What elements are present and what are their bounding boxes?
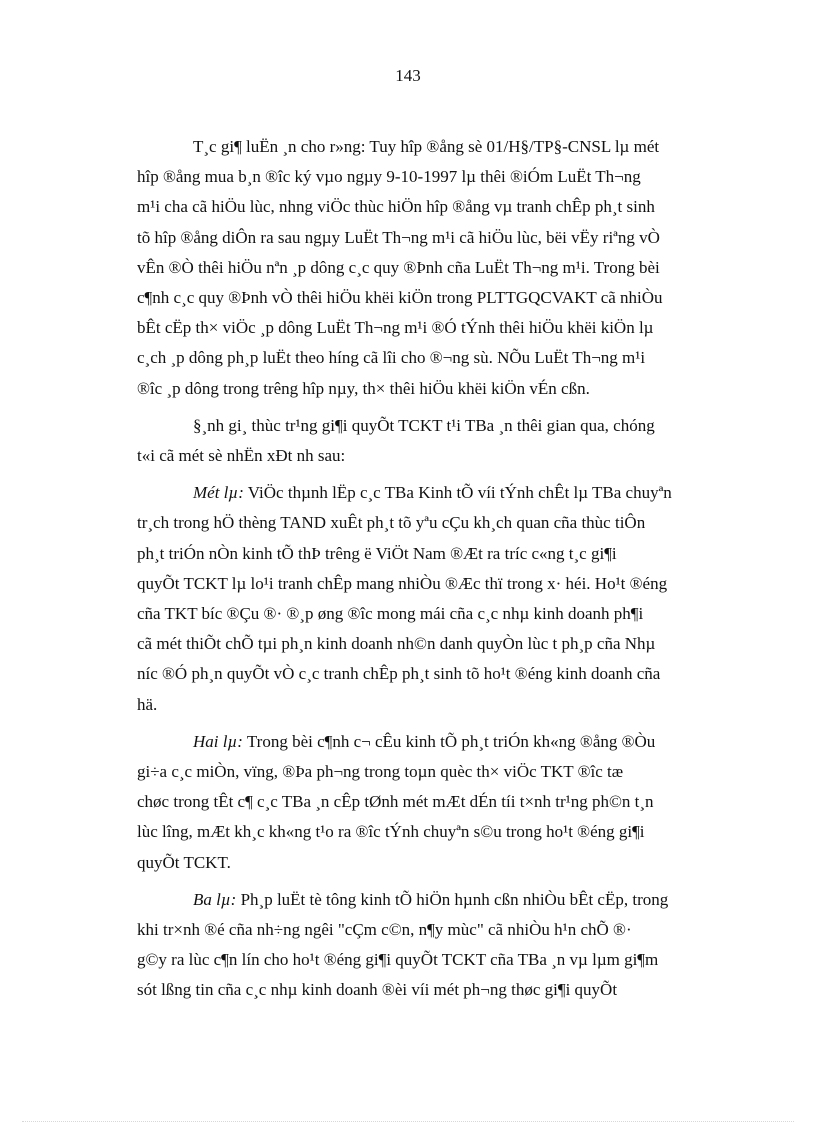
- page-body: [137, 132, 739, 1013]
- paragraph-point-three: [137, 885, 739, 1006]
- page-bottom-divider: [22, 1121, 794, 1122]
- paragraph-lead: Mét lµ:: [193, 483, 244, 503]
- paragraph-point-one: [137, 478, 739, 720]
- paragraph-lead: Ba lµ:: [193, 889, 237, 909]
- paragraph-assessment-intro: [137, 411, 739, 471]
- paragraph-text: §¸nh gi¸ thùc tr¹ng gi¶i quyÕt TCKT t¹i TBa ¸n thêi gian qua, chóng t«i cã mét sè nhËn xÐt nh sau:: [137, 415, 655, 466]
- paragraph-text: Ph¸p luËt tè tông kinh tÕ hiÖn hµnh cßn nhiÒu bÊt cËp, trong khi tr×nh ®é cña nh÷ng ngêi "cÇm c©n, n¶y mùc" cã nhiÒu h¹n chÕ ®· g©y ra lùc c¶n lín cho ho¹t ®éng gi¶i quyÕt TCKT cña TBa ¸n vµ lµm gi¶m sót lßng tin cña c¸c nhµ kinh doanh ®èi víi mét ph¬ng thøc gi¶i quyÕt: [137, 889, 669, 1000]
- paragraph-text: Trong bèi c¶nh c¬ cÊu kinh tÕ ph¸t triÓn kh«ng ®ång ®Òu gi÷a c¸c miÒn, vïng, ®Þa ph¬ng trong toµn quèc th× viÖc TKT ®îc tæ chøc trong tÊt c¶ c¸c TBa ¸n cÊp tØnh mét mÆt dÉn tíi t×nh tr¹ng ph©n t¸n lùc lîng, mÆt kh¸c kh«ng t¹o ra ®îc tÝnh chuyªn s©u trong ho¹t ®éng gi¶i quyÕt TCKT.: [137, 731, 656, 872]
- paragraph-text: ViÖc thµnh lËp c¸c TBa Kinh tÕ víi tÝnh chÊt lµ TBa chuyªn tr¸ch trong hÖ thèng TAND xuÊt ph¸t tõ yªu cÇu kh¸ch quan cña thùc tiÔn ph¸t triÓn nÒn kinh tÕ thÞ trêng ë ViÖt Nam ®Æt ra tríc c«ng t¸c gi¶i quyÕt TCKT lµ lo¹i tranh chÊp mang nhiÒu ®Æc thï trong x· héi. Ho¹t ®éng cña TKT bíc ®Çu ®· ®¸p øng ®îc mong mái cña c¸c nhµ kinh doanh ph¶i cã mét thiÕt chÕ tµi ph¸n kinh doanh nh©n danh quyÒn lùc t ph¸p cña Nhµ níc ®Ó ph¸n quyÕt vÒ c¸c tranh chÊp ph¸t sinh tõ ho¹t ®éng kinh doanh cña hä.: [137, 483, 672, 714]
- paragraph-text: T¸c gi¶ luËn ¸n cho r»ng: Tuy hîp ®ång sè 01/H§/TP§-CNSL lµ mét hîp ®ång mua b¸n ®îc ký vµo ngµy 9-10-1997 lµ thêi ®iÓm LuËt Th¬ng m¹i cha cã hiÖu lùc, nhng viÖc thùc hiÖn hîp ®ång vµ tranh chÊp ph¸t sinh tõ hîp ®ång diÔn ra sau ngµy LuËt Th¬ng m¹i cã hiÖu lùc, bëi vËy riªng vÒ vÊn ®Ò thêi hiÖu nªn ¸p dông c¸c quy ®Þnh cña LuËt Th¬ng m¹i. Trong bèi c¶nh c¸c quy ®Þnh vÒ thêi hiÖu khëi kiÖn trong PLTTGQCVAKT cã nhiÒu bÊt cËp th× viÖc ¸p dông LuËt Th¬ng m¹i ®Ó tÝnh thêi hiÖu khëi kiÖn lµ c¸ch ¸p dông ph¸p luËt theo híng cã lîi cho ®¬ng sù. NÕu LuËt Th¬ng m¹i ®îc ¸p dông trong trêng hîp nµy, th× thêi hiÖu khëi kiÖn vÉn cßn.: [137, 137, 663, 398]
- paragraph-point-two: [137, 727, 739, 878]
- page-number: 143: [395, 66, 421, 85]
- paragraph-lead: Hai lµ:: [193, 731, 243, 751]
- paragraph-opinion: [137, 132, 739, 404]
